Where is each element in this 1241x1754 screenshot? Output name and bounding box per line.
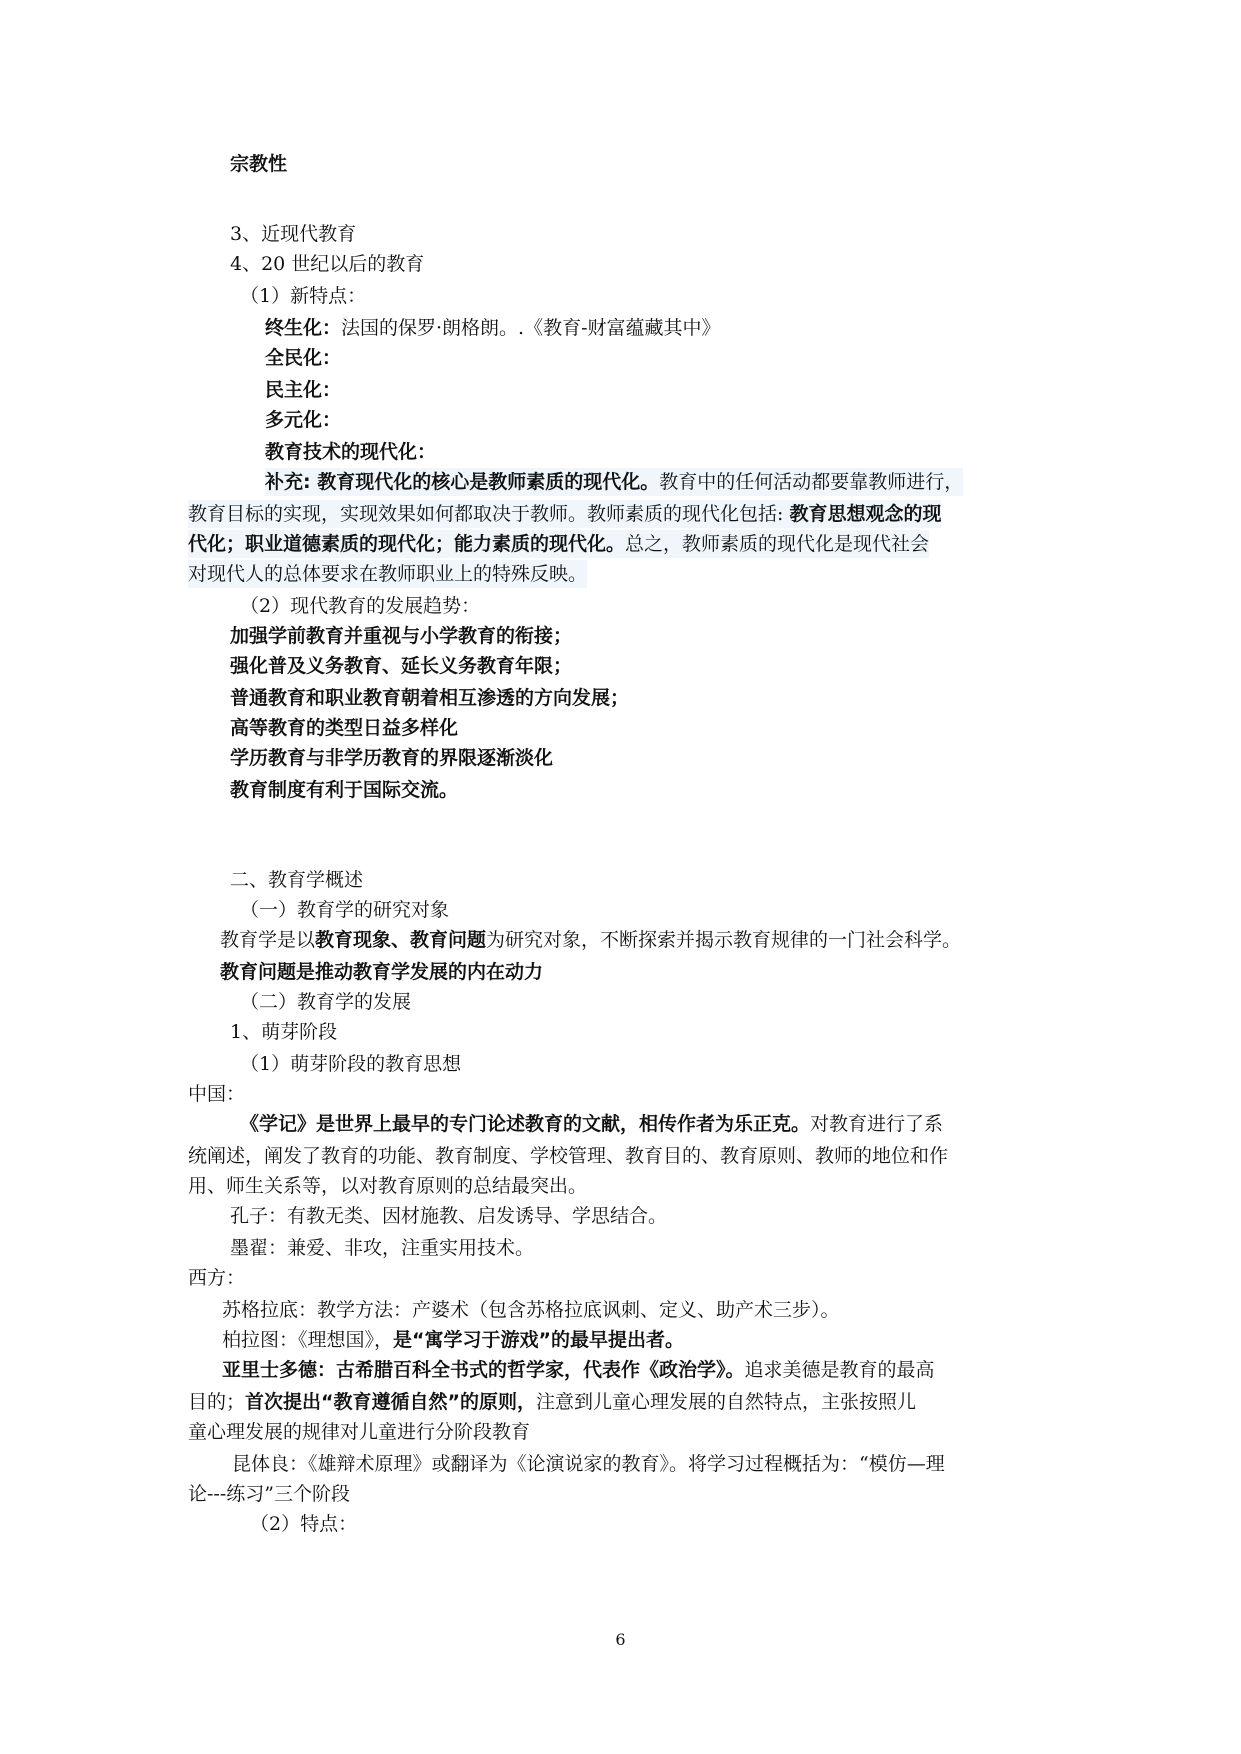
text: 追求美德是教育的最高	[744, 1359, 935, 1381]
text: 对现代人的总体要求在教师职业上的特殊反映。	[188, 563, 588, 585]
bold-text: 学历教育与非学历教育的界限逐渐淡化	[230, 747, 554, 769]
text: 墨翟：兼爱、非攻，注重实用技术。	[230, 1237, 535, 1259]
text: 教育目标的实现，实现效果如何都取决于教师。教师素质的现代化包括:	[188, 503, 790, 525]
bold-text: 高等教育的类型日益多样化	[230, 717, 459, 739]
text-line	[188, 530, 929, 558]
text-line	[230, 714, 458, 742]
text-line	[188, 1480, 350, 1508]
text-line	[250, 1510, 357, 1538]
text-line	[230, 1018, 337, 1046]
bold-text: 首次提出“教育遵循自然”的原则，	[245, 1391, 536, 1413]
bold-text: 教育技术的现代化：	[265, 441, 437, 463]
text-line	[222, 1356, 935, 1384]
text: 为研究对象，不断探索并揭示教育规律的一门社会科学。	[486, 929, 962, 951]
text-line	[188, 500, 941, 528]
text-line	[230, 150, 287, 178]
text-line	[230, 622, 572, 650]
text-line	[222, 1296, 840, 1324]
text-line	[232, 1450, 945, 1478]
text-line	[240, 1050, 461, 1078]
text: （1）新特点：	[240, 285, 367, 307]
text: 论---练习”三个阶段	[188, 1483, 350, 1505]
bold-text: 强化普及义务教育、延长义务教育年限；	[230, 655, 573, 677]
text-line	[188, 560, 587, 588]
text: 总之，教师素质的现代化是现代社会	[625, 533, 930, 555]
text: 4、20 世纪以后的教育	[230, 253, 425, 275]
text: 柏拉图：《理想国》，	[222, 1329, 394, 1351]
text-line	[240, 896, 449, 924]
bold-text: 普通教育和职业教育朝着相互渗透的方向发展；	[230, 687, 630, 709]
text-line	[230, 652, 572, 680]
text-line	[265, 468, 963, 496]
bold-text: 民主化：	[265, 379, 342, 401]
text-line	[222, 1326, 684, 1354]
text: 二、教育学概述	[230, 869, 364, 891]
text-line	[188, 1418, 530, 1446]
text-line	[230, 684, 629, 712]
text-line	[265, 438, 436, 466]
text: 对教育进行了系	[810, 1113, 944, 1135]
text-line	[265, 314, 721, 342]
text: 3、近现代教育	[230, 223, 357, 245]
text-line	[220, 926, 961, 954]
text: 昆体良：《雄辩术原理》或翻译为《论演说家的教育》。将学习过程概括为：“模仿—理	[232, 1453, 945, 1475]
bold-text: 终生化：	[265, 317, 342, 339]
bold-text: 教育制度有利于国际交流。	[230, 779, 459, 801]
text-line	[240, 592, 480, 620]
text-line	[188, 1080, 245, 1108]
text-line	[230, 1202, 667, 1230]
text: 童心理发展的规律对儿童进行分阶段教育	[188, 1421, 531, 1443]
text: 苏格拉底：教学方法：产婆术（包含苏格拉底讽刺、定义、助产术三步）。	[222, 1299, 840, 1321]
bold-text: 亚里士多德：古希腊百科全书式的哲学家，代表作《政治学》。	[222, 1359, 745, 1381]
text: 中国：	[188, 1083, 246, 1105]
bold-text: 多元化：	[265, 409, 342, 431]
text-line	[230, 220, 356, 248]
bold-text: 教育现象、教育问题	[315, 929, 487, 951]
text-line	[240, 1110, 943, 1138]
text-line	[265, 344, 341, 372]
text-line	[240, 282, 366, 310]
text-line	[265, 406, 341, 434]
bold-text: 代化；职业道德素质的现代化；能力素质的现代化。	[188, 533, 626, 555]
text-line	[188, 1388, 916, 1416]
text: 西方：	[188, 1267, 246, 1289]
text: 教育学是以	[220, 929, 316, 951]
text-line	[188, 1264, 245, 1292]
text-line	[230, 744, 553, 772]
text: 教育中的任何活动都要靠教师进行，	[659, 471, 964, 493]
text: 注意到儿童心理发展的自然特点，主张按照儿	[536, 1391, 917, 1413]
page-number: 6	[615, 1630, 626, 1649]
bold-text: 补充: 教育现代化的核心是教师素质的现代化。	[265, 471, 660, 493]
text-line	[188, 1172, 587, 1200]
text: 统阐述，阐发了教育的功能、教育制度、学校管理、教育目的、教育原则、教师的地位和作	[188, 1145, 949, 1167]
text: 法国的保罗·朗格朗。.《教育-财富蕴藏其中》	[341, 317, 721, 339]
text-line	[240, 988, 411, 1016]
text: 孔子：有教无类、因材施教、启发诱导、学思结合。	[230, 1205, 668, 1227]
text: （1）萌芽阶段的教育思想	[240, 1053, 462, 1075]
text: 用、师生关系等，以对教育原则的总结最突出。	[188, 1175, 588, 1197]
bold-text: 教育问题是推动教育学发展的内在动力	[220, 961, 544, 983]
text: （2）现代教育的发展趋势：	[240, 595, 481, 617]
bold-text: 《学记》是世界上最早的专门论述教育的文献，相传作者为乐正克。	[240, 1113, 811, 1135]
text: （2）特点：	[250, 1513, 358, 1535]
text-line	[230, 776, 458, 804]
text-line	[230, 866, 363, 894]
bold-text: 教育思想观念的现	[789, 503, 942, 525]
text: 1、萌芽阶段	[230, 1021, 338, 1043]
bold-text: 全民化：	[265, 347, 342, 369]
text: （一）教育学的研究对象	[240, 899, 450, 921]
bold-text: 是“寓学习于游戏”的最早提出者。	[393, 1329, 684, 1351]
text-line	[230, 1234, 534, 1262]
text-line	[220, 958, 543, 986]
text: 目的；	[188, 1391, 246, 1413]
text-line	[265, 376, 341, 404]
text-line	[188, 1142, 948, 1170]
text: （二）教育学的发展	[240, 991, 412, 1013]
text-line	[230, 250, 424, 278]
bold-text: 加强学前教育并重视与小学教育的衔接；	[230, 625, 573, 647]
bold-text: 宗教性	[230, 153, 288, 175]
